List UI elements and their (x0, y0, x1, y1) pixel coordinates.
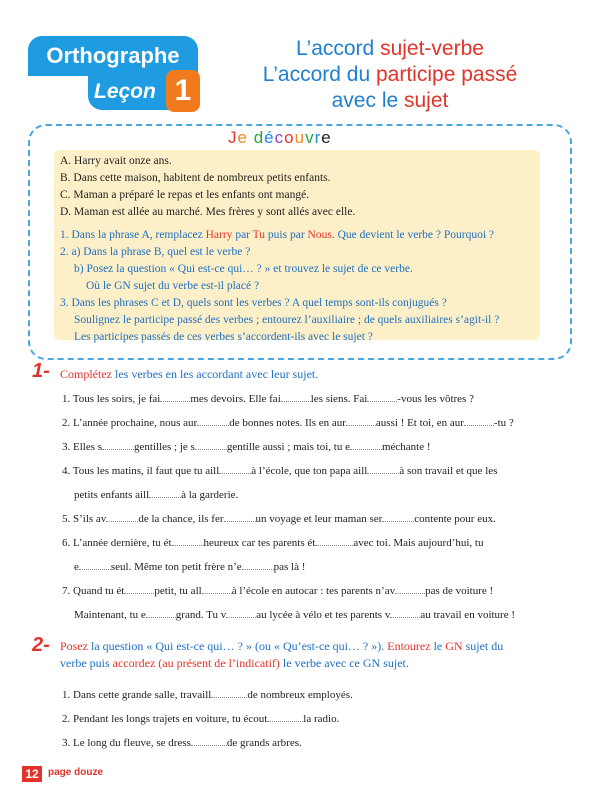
blank[interactable] (191, 736, 227, 746)
blank[interactable] (464, 416, 494, 426)
subject-label: Orthographe (28, 36, 198, 76)
exercise-2-instruction: Posez la question « Qui est-ce qui… ? » (ou « Qu’est-ce qui… ? »). Entourez le GN sujet du verbe puis accordez (au présent de l’indicatif) le verbe avec ce GN sujet. (60, 639, 504, 670)
discover-text (60, 153, 540, 346)
exercise-1-instruction: Complétez les verbes en les accordant avec leur sujet. (60, 367, 319, 381)
sentence-b: B. Dans cette maison, habitent de nombreux petits enfants. (60, 172, 331, 184)
exercise-1-number: 1- (32, 360, 50, 382)
blank[interactable] (219, 464, 251, 474)
page-number: 12 (22, 766, 42, 782)
ex2-line-1: 1. Dans cette grande salle, travaill de nombreux employés. (62, 689, 353, 701)
blank[interactable] (315, 536, 353, 546)
ex1-line-10: Maintenant, tu e grand. Tu v au lycée à vélo et tes parents v au travail en voiture ! (74, 609, 516, 621)
question-2a: 2. a) Dans la phrase B, quel est le verbe ? (60, 246, 251, 258)
blank[interactable] (382, 512, 414, 522)
ex1-line-9: 7. Quand tu ét petit, tu all à l’école en autocar : tes parents n’av pas de voiture ! (62, 585, 494, 597)
blank[interactable] (367, 464, 399, 474)
ex1-line-4: 4. Tous les matins, il faut que tu aill à l’école, que ton papa aill à son travail et que les (62, 465, 498, 477)
blank[interactable] (106, 512, 138, 522)
blank[interactable] (226, 608, 256, 618)
blank[interactable] (146, 608, 176, 618)
page-title: L’accord sujet-verbe L’accord du participe passé avec le sujet (262, 37, 518, 112)
ex2-line-2: 2. Pendant les longs trajets en voiture, tu écout la radio. (62, 713, 340, 725)
blank[interactable] (224, 512, 256, 522)
blank[interactable] (197, 416, 229, 426)
ex1-line-8: e seul. Même ton petit frère n’e pas là ! (74, 561, 306, 573)
blank[interactable] (202, 584, 232, 594)
lesson-number: 1 (166, 70, 200, 112)
blank[interactable] (350, 440, 382, 450)
question-3c: Les participes passés de ces verbes s’accordent-ils avec le sujet ? (74, 331, 373, 343)
blank[interactable] (195, 440, 227, 450)
sentence-c: C. Maman a préparé le repas et les enfants ont mangé. (60, 189, 310, 201)
lesson-badge (28, 36, 198, 110)
question-1: 1. Dans la phrase A, remplacez Harry par Tu puis par Nous. Que devient le verbe ? Pourquoi ? (60, 229, 495, 241)
ex1-line-1: 1. Tous les soirs, je fai mes devoirs. Elle fai les siens. Fai -vous les vôtres ? (62, 393, 474, 405)
exercise-2-number: 2- (32, 634, 50, 656)
ex1-line-2: 2. L’année prochaine, nous aur de bonnes notes. Ils en aur aussi ! Et toi, en aur -tu ? (62, 417, 514, 429)
page-number-text: page douze (48, 767, 104, 778)
blank[interactable] (242, 560, 274, 570)
ex2-line-3: 3. Le long du fleuve, se dress de grands arbres. (62, 737, 302, 749)
ex1-line-3: 3. Elles s gentilles ; je s gentille aussi ; mais toi, tu e méchante ! (62, 441, 431, 453)
sentence-d: D. Maman est allée au marché. Mes frères y sont allés avec elle. (60, 206, 356, 218)
blank[interactable] (211, 688, 247, 698)
question-3b: Soulignez le participe passé des verbes ; entourez l’auxiliaire ; de quels auxiliaires s’agit-il ? (74, 314, 500, 326)
lesson-label: Leçon (94, 80, 156, 103)
blank[interactable] (79, 560, 111, 570)
blank[interactable] (160, 392, 190, 402)
ex1-line-6: 5. S’ils av de la chance, ils fer un voyage et leur maman ser contente pour eux. (62, 513, 496, 525)
blank[interactable] (346, 416, 376, 426)
blank[interactable] (124, 584, 154, 594)
blank[interactable] (281, 392, 311, 402)
question-3a: 3. Dans les phrases C et D, quels sont les verbes ? A quel temps sont-ils conjugués ? (60, 297, 447, 309)
blank[interactable] (149, 488, 181, 498)
blank[interactable] (367, 392, 397, 402)
question-2c: Où le GN sujet du verbe est-il placé ? (86, 280, 260, 292)
sentence-a: A. Harry avait onze ans. (60, 155, 172, 167)
ex1-line-7: 6. L’année dernière, tu ét heureux car tes parents ét avec toi. Mais aujourd’hui, tu (62, 537, 484, 549)
blank[interactable] (267, 712, 303, 722)
blank[interactable] (395, 584, 425, 594)
question-2b: b) Posez la question « Qui est-ce qui… ? » et trouvez le sujet de ce verbe. (74, 263, 413, 275)
discover-label: Je découvre (228, 128, 332, 147)
blank[interactable] (172, 536, 204, 546)
ex1-line-5: petits enfants aill à la garderie. (74, 489, 239, 501)
blank[interactable] (102, 440, 134, 450)
blank[interactable] (390, 608, 420, 618)
